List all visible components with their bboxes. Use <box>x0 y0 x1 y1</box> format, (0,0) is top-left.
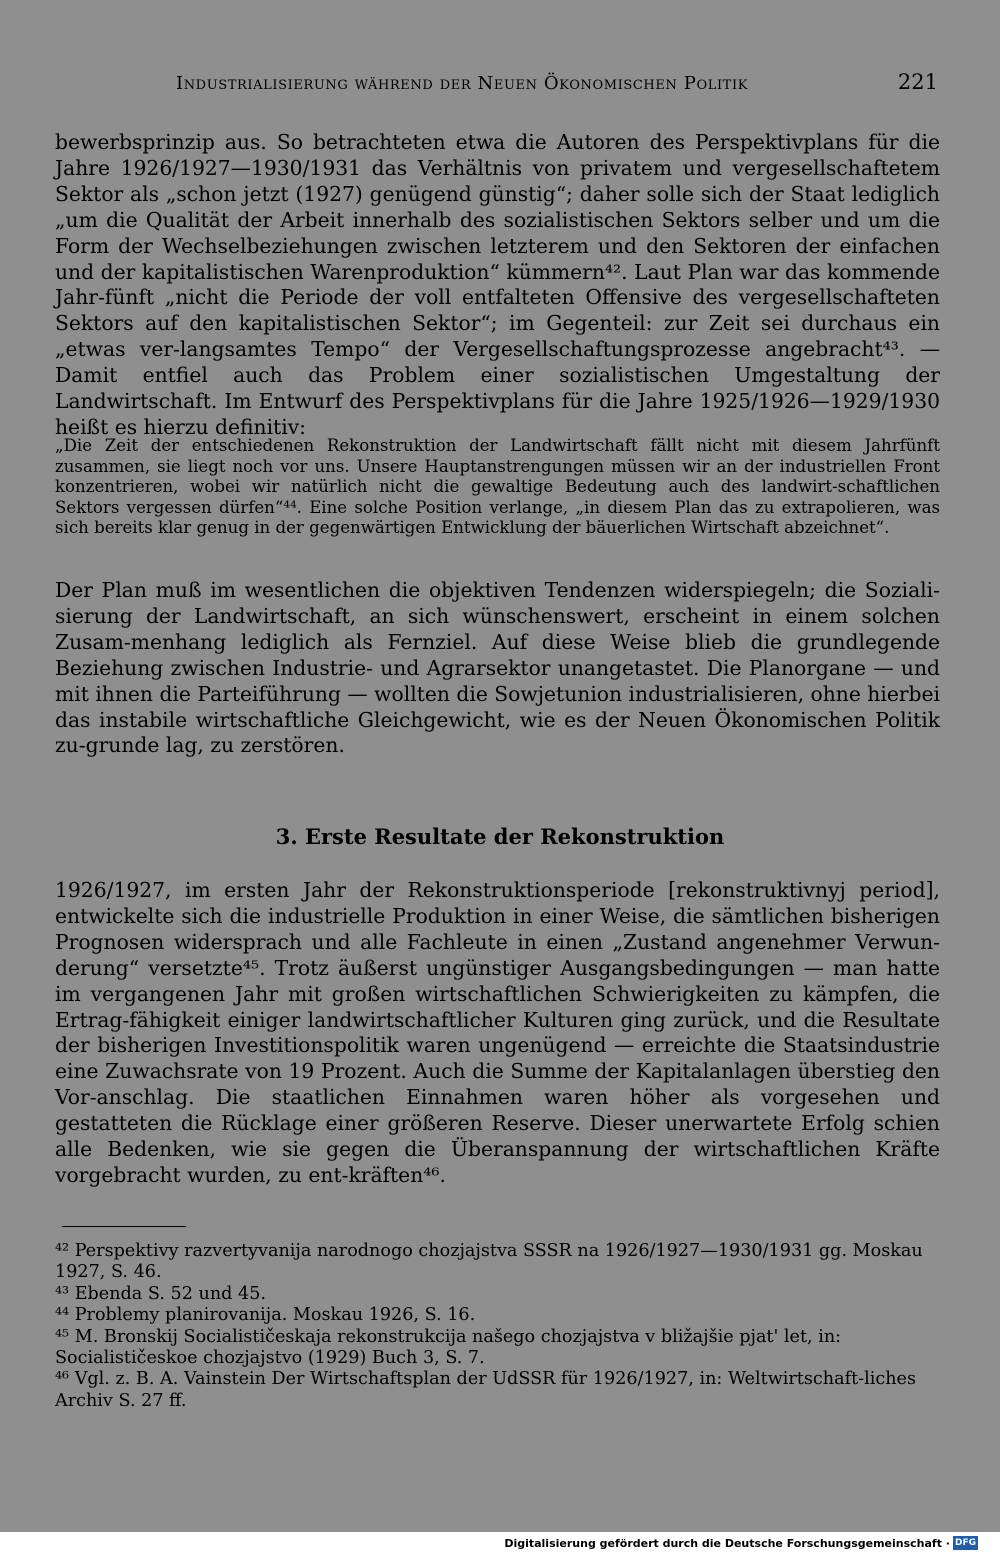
footnote-46: ⁴⁶ Vgl. z. B. A. Vainstein Der Wirtschaftsplan der UdSSR für 1926/1927, in: Weltwirtschaft-liches Archiv S. 27 ff. <box>55 1369 916 1411</box>
section-heading: 3. Erste Resultate der Rekonstruktion <box>275 824 725 849</box>
page-header <box>176 70 938 104</box>
paragraph-3: 1926/1927, im ersten Jahr der Rekonstruktionsperiode [rekonstruktivnyj period], entwickelte sich die industrielle Produktion in einer Weise, die sämtlichen bisherigen Prognosen widersprach und alle Fachleute in einen „Zustand angenehmer Verwun-derung“ versetzte⁴⁵. Trotz äußerst ungünstiger Ausgangsbedingungen — man hatte im vergangenen Jahr mit großen wirtschaftlichen Schwierigkeiten zu kämpfen, die Ertrag-fähigkeit einiger landwirtschaftlicher Kulturen ging zurück, und die Resultate der bisherigen Investitionspolitik waren ungenügend — erreichte die Staatsindustrie eine Zuwachsrate von 19 Prozent. Auch die Summe der Kapitalanlagen überstieg den Vor-anschlag. Die staatlichen Einnahmen waren höher als vorgesehen und gestatteten die Rücklage einer größeren Reserve. Dieser unerwartete Erfolg schien alle Bedenken, wie sie gegen die Überanspannung der wirtschaftlichen Kräfte vorgebracht wurden, zu ent-kräften⁴⁶. <box>55 878 940 1187</box>
dfg-logo-icon: DFG <box>954 1538 976 1548</box>
digitization-note: Digitalisierung gefördert durch die Deutsche Forschungsgemeinschaft · <box>504 1536 950 1550</box>
digitization-credit <box>504 1535 978 1551</box>
paragraph-1: bewerbsprinzip aus. So betrachteten etwa die Autoren des Perspektivplans für die Jahre 1926/1927—1930/1931 das Verhältnis von privatem und vergesellschaftetem Sektor als „schon jetzt (1927) genügend günstig“; daher solle sich der Staat lediglich „um die Qualität der Arbeit innerhalb des sozialistischen Sektors selber und um die Form der Wechselbeziehungen zwischen letzterem und den Sektoren der einfachen und der kapitalistischen Warenproduktion“ kümmern⁴². Laut Plan war das kommende Jahr-fünft „nicht die Periode der voll entfalteten Offensive des vergesellschafteten Sektors auf den kapitalistischen Sektor“; im Gegenteil: zur Zeit sei durchaus ein „etwas ver-langsamtes Tempo“ der Vergesellschaftungsprozesse angebracht⁴³. — Damit entfiel auch das Problem einer sozialistischen Umgestaltung der Landwirtschaft. Im Entwurf des Perspektivplans für die Jahre 1925/1926—1929/1930 heißt es hierzu definitiv: <box>55 130 940 439</box>
page-number: 221 <box>897 70 938 94</box>
footnote-42: ⁴² Perspektivy razvertyvanija narodnogo chozjajstva SSSR na 1926/1927—1930/1931 gg. Moskau 1927, S. 46. <box>55 1241 923 1283</box>
block-quote: „Die Zeit der entschiedenen Rekonstruktion der Landwirtschaft fällt nicht mit diesem Jahrfünft zusammen, sie liegt noch vor uns. Unsere Hauptanstrengungen müssen wir an der industriellen Front konzentrieren, wobei wir natürlich nicht die gewaltige Bedeutung auch des landwirt-schaftlichen Sektors vergessen dürfen“⁴⁴. Eine solche Position verlange, „in diesem Plan das zu extrapolieren, was sich bereits klar genug in der gegenwärtigen Entwicklung der bäuerlichen Wirtschaft abzeichnet“. <box>55 436 940 537</box>
running-head: Industrialisierung während der Neuen Ökonomischen Politik <box>176 73 749 94</box>
footnotes <box>55 1241 940 1412</box>
paragraph-2: Der Plan muß im wesentlichen die objektiven Tendenzen widerspiegeln; die Soziali-sierung der Landwirtschaft, an sich wünschenswert, erscheint in einem solchen Zusam-menhang lediglich als Fernziel. Auf diese Weise blieb die grundlegende Beziehung zwischen Industrie- und Agrarsektor unangetastet. Die Planorgane — und mit ihnen die Parteiführung — wollten die Sowjetunion industrialisieren, ohne hierbei das instabile wirtschaftliche Gleichgewicht, wie es der Neuen Ökonomischen Politik zu-grunde lag, zu zerstören. <box>55 578 940 758</box>
footnote-43: ⁴³ Ebenda S. 52 und 45. <box>55 1283 266 1304</box>
footnote-44: ⁴⁴ Problemy planirovanija. Moskau 1926, S. 16. <box>55 1305 476 1326</box>
footnote-rule <box>62 1226 186 1227</box>
footnote-45: ⁴⁵ M. Bronskij Socialističeskaja rekonstrukcija našego chozjajstva v bližajšie pjat' let, in: Socialističeskoe chozjajstvo (1929) Buch 3, S. 7. <box>55 1326 842 1369</box>
